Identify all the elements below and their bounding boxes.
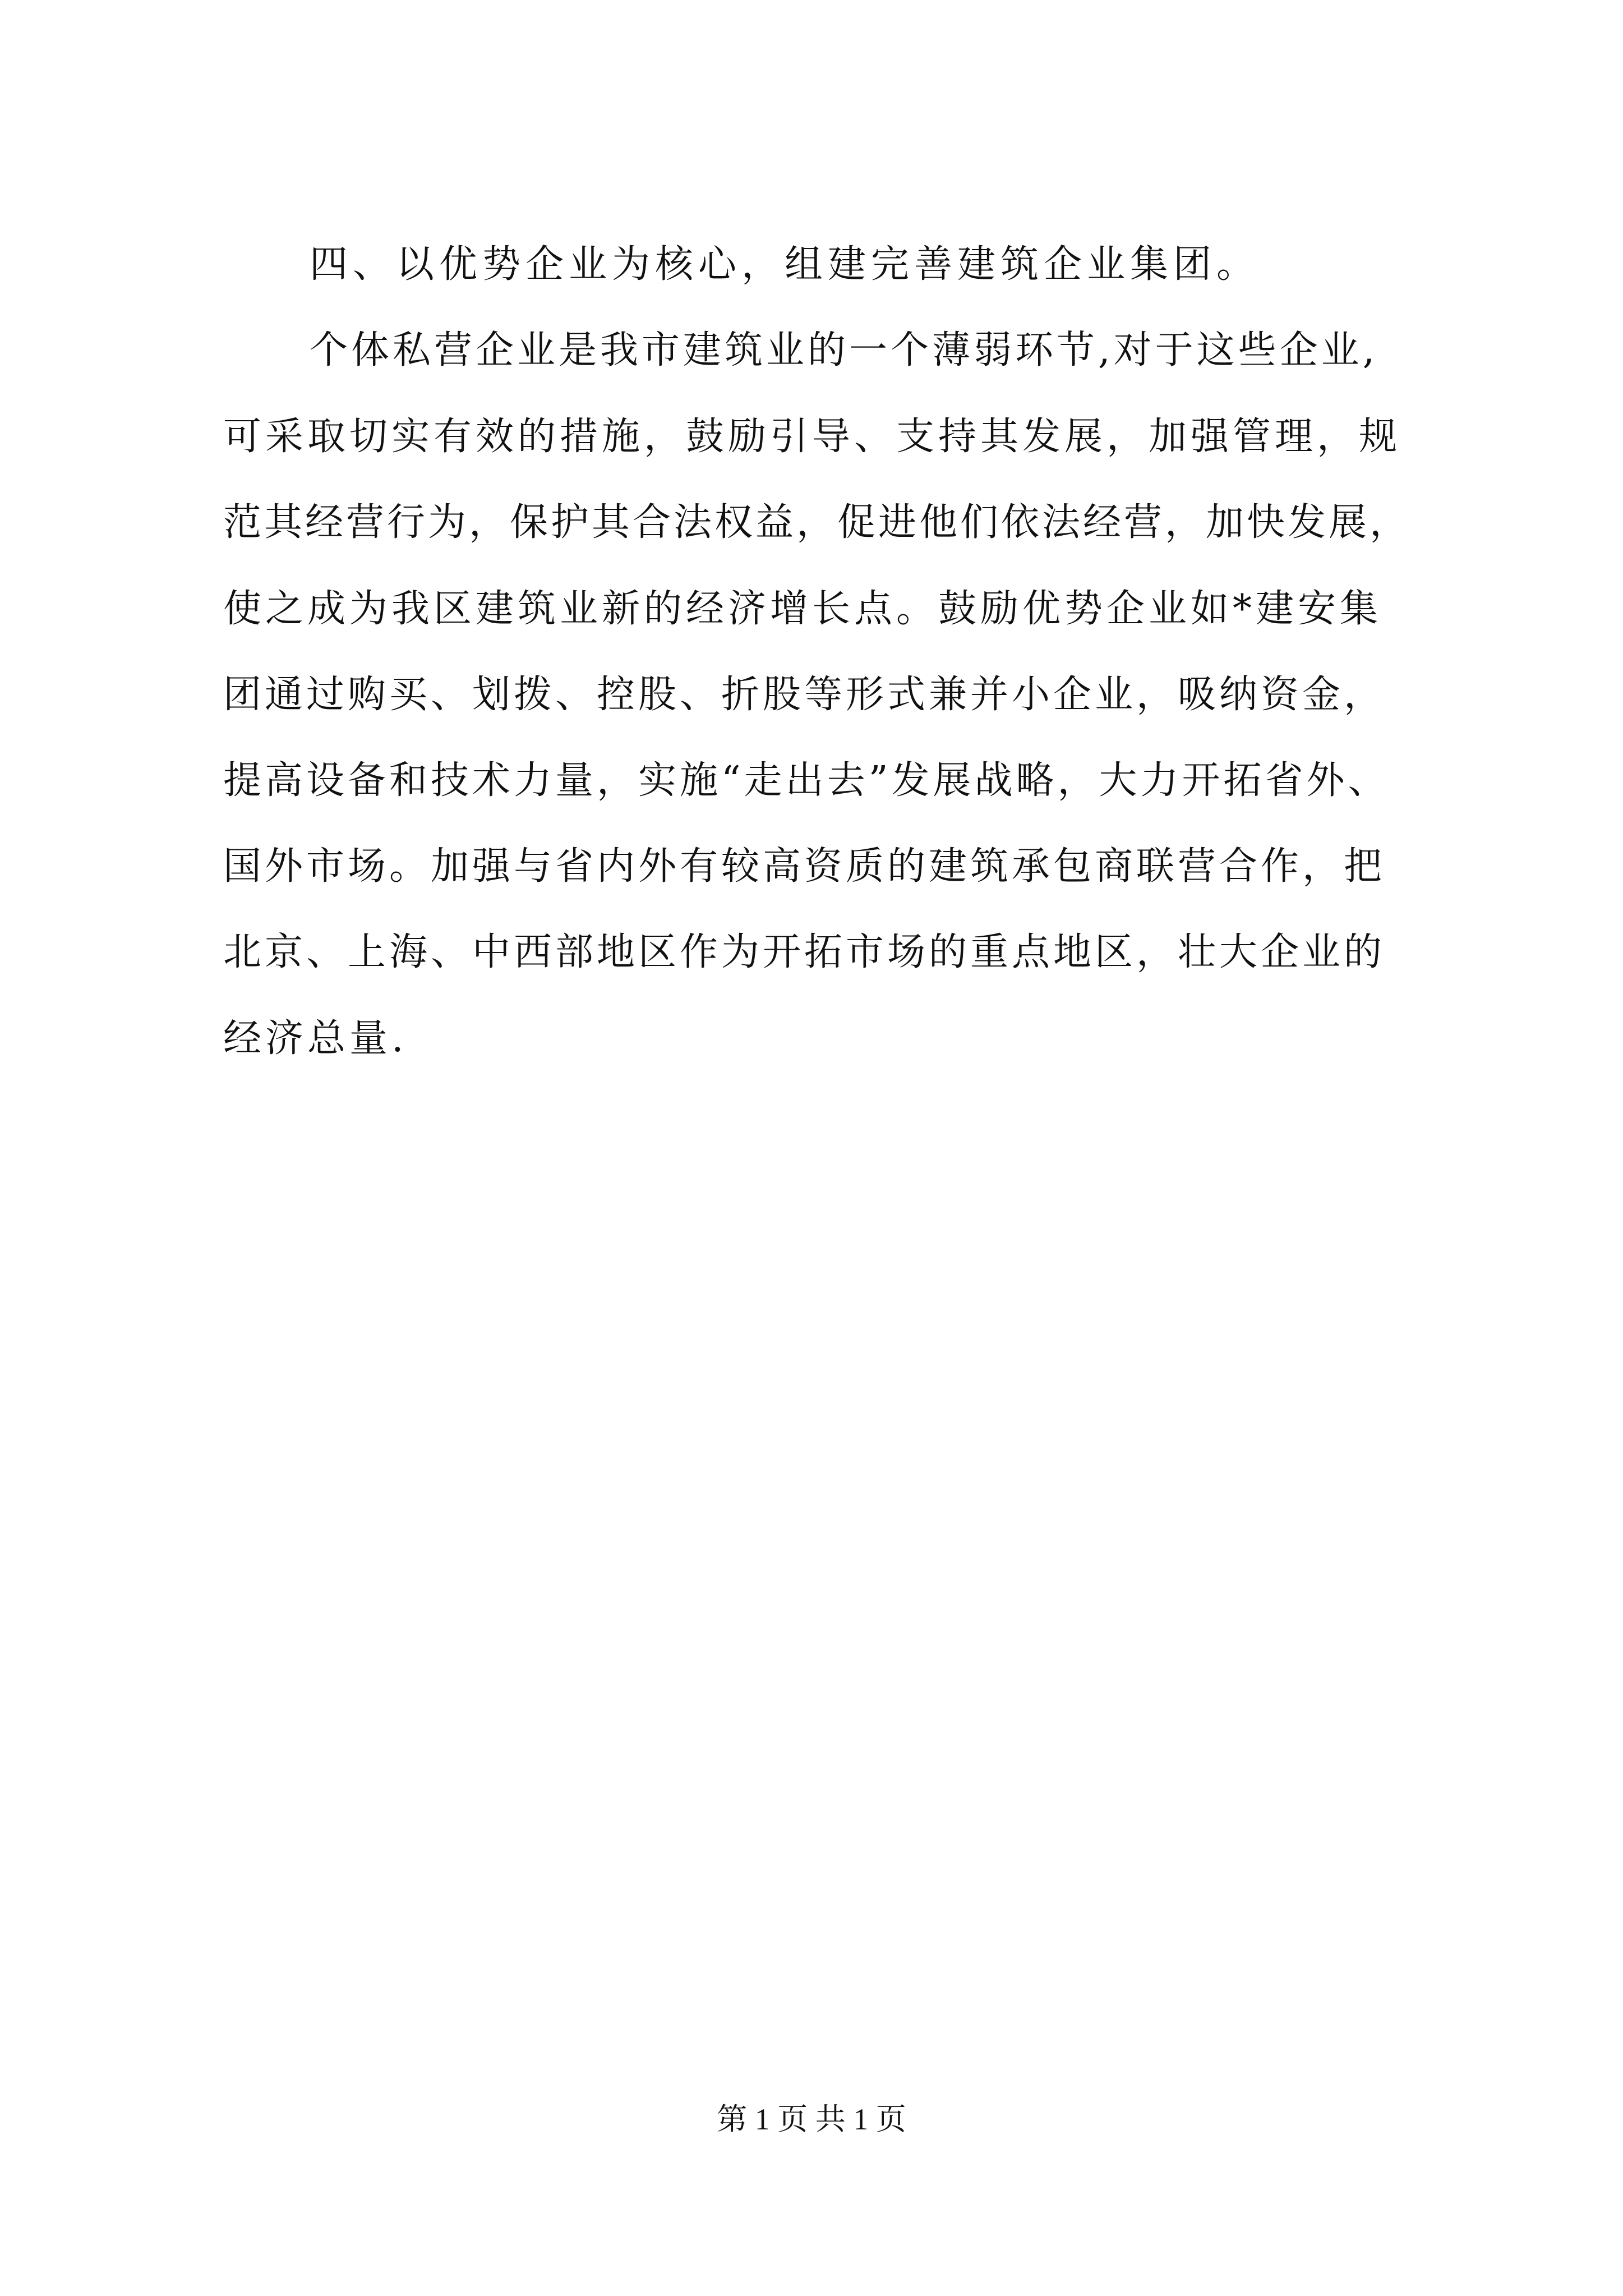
paragraph-line: 范其经营行为，保护其合法权益，促进他们依法经营，加快发展， <box>223 500 1411 545</box>
paragraph-line: 团通过购买、划拨、控股、折股等形式兼并小企业，吸纳资金， <box>223 673 1386 717</box>
paragraph-line: 使之成为我区建筑业新的经济增长点。鼓励优势企业如*建安集 <box>223 587 1382 631</box>
paragraph-line: 个体私营企业是我市建筑业的一个薄弱环节,对于这些企业, <box>310 328 1378 372</box>
paragraph-line: 可采取切实有效的措施，鼓励引导、支持其发展，加强管理，规 <box>223 415 1401 459</box>
section-heading: 四、以优势企业为核心，组建完善建筑企业集团。 <box>310 242 1260 287</box>
paragraph-line: 经济总量. <box>223 1016 408 1061</box>
paragraph-line: 北京、上海、中西部地区作为开拓市场的重点地区，壮大企业的 <box>223 930 1386 974</box>
paragraph-line: 国外市场。加强与省内外有较高资质的建筑承包商联营合作，把 <box>223 844 1386 889</box>
paragraph-line: 提高设备和技术力量，实施“走出去”发展战略，大力开拓省外、 <box>223 758 1390 803</box>
page-number-footer: 第 1 页 共 1 页 <box>717 2102 906 2136</box>
